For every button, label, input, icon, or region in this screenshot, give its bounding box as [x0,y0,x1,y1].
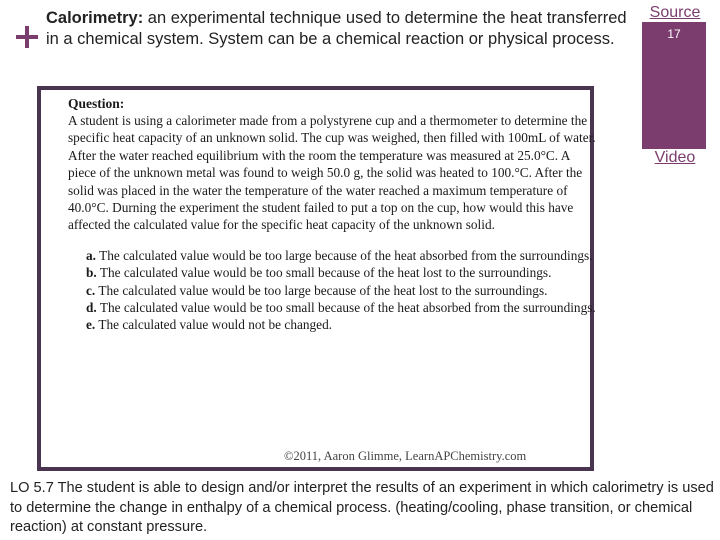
question-content [68,96,598,347]
heading-term: Calorimetry: [46,9,144,27]
answer-option [68,247,598,264]
video-link[interactable]: Video [640,149,710,167]
option-text: The calculated value would be too large because of the heat lost to the surroundings. [98,282,548,298]
heading-definition: an experimental technique used to determine the heat transferred in a chemical system. System can be a chemical reaction or physical process. [46,9,627,48]
option-text: The calculated value would be too small because of the heat absorbed from the surroundings. [99,300,596,316]
learning-objective: LO 5.7 The student is able to design and/or interpret the results of an experiment in which calorimetry is used to determine the change in enthalpy of a chemical process. (heating/cooling, phase transition, or chemical reaction) at constant pressure. [10,480,714,535]
question-image [37,86,594,471]
answer-option [68,264,598,281]
option-letter: e. [86,317,96,333]
plus-icon [16,26,38,48]
option-letter: d. [86,300,97,316]
copyright-notice: ©2011, Aaron Glimme, LearnAPChemistry.com [284,449,527,463]
option-letter: b. [86,265,97,281]
source-link[interactable]: Source [640,4,710,22]
slide-number: 17 [667,27,681,41]
option-text: The calculated value would be too large because of the heat absorbed from the surroundings. [99,247,593,263]
question-body: A student is using a calorimeter made from a polystyrene cup and a thermometer to determine the specific heat capacity of an unknown solid. The cup was weighed, then filled with 100mL of water. After the water reached equilibrium with the room the temperature was measured at 25.0°C. A piece of the unknown metal was found to weigh 50.0 g, the solid was heated to 100.°C. After the solid was placed in the water the temperature of the water reached a maximum temperature of 40.0°C. Durning the experiment the student failed to put a top on the cup, how would this have affected the calculated value for the specific heat capacity of the unknown solid. [68,113,596,233]
answer-options [68,247,598,334]
answer-option [68,299,598,316]
answer-option [68,282,598,299]
option-text: The calculated value would be too small because of the heat lost to the surroundings. [99,265,552,281]
slide-heading [46,8,636,50]
question-label: Question: [68,96,125,111]
option-text: The calculated value would not be changed. [98,317,333,333]
option-letter: c. [86,282,96,298]
answer-option [68,316,598,333]
option-letter: a. [86,247,96,263]
